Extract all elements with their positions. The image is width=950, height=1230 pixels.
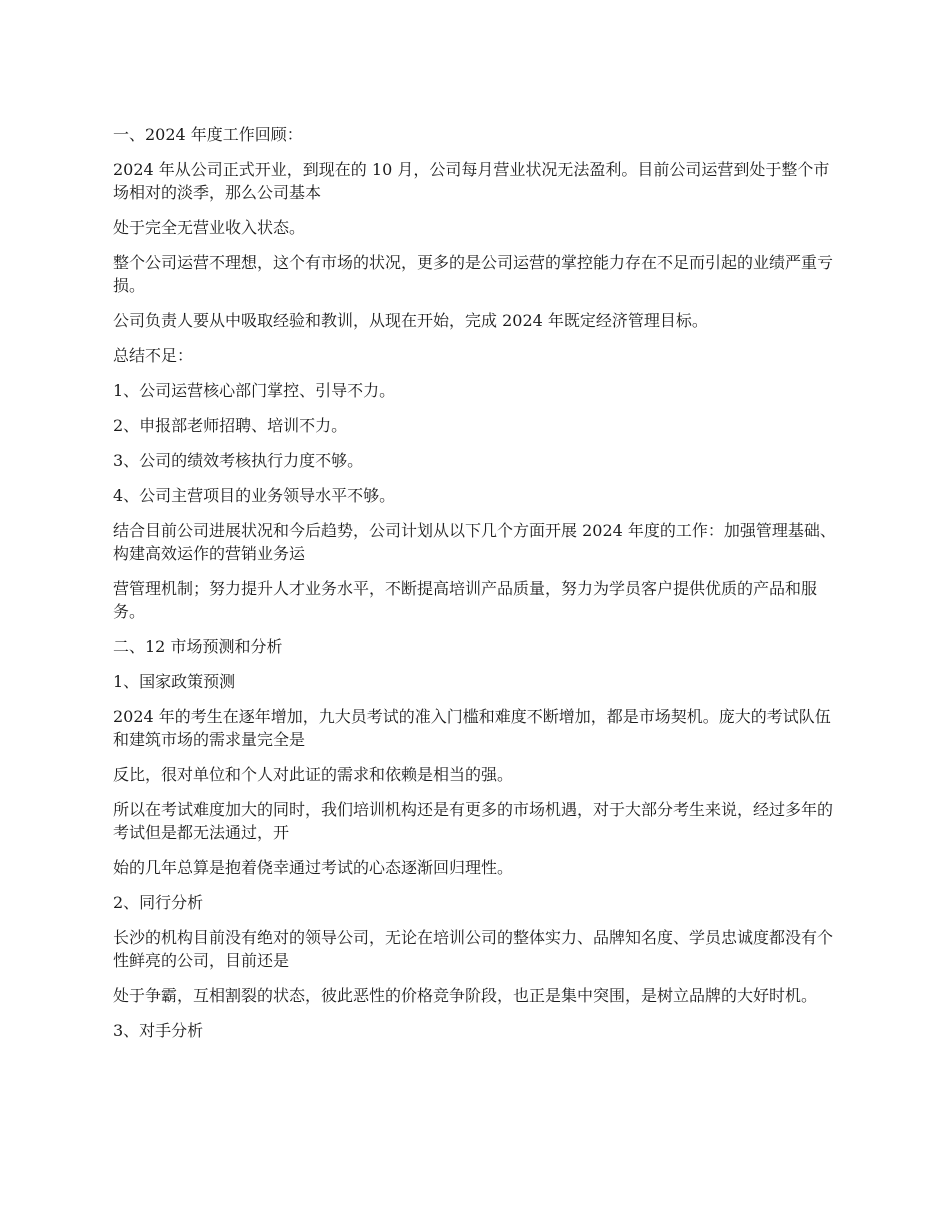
paragraph: 2024 年的考生在逐年增加，九大员考试的准入门槛和难度不断增加，都是市场契机。庞大的考试队伍和建筑市场的需求量完全是 xyxy=(113,707,831,749)
paragraph: 长沙的机构目前没有绝对的领导公司，无论在培训公司的整体实力、品牌知名度、学员忠诚度都没有个性鲜亮的公司，目前还是 xyxy=(113,928,834,970)
paragraph: 结合目前公司进展状况和今后趋势，公司计划从以下几个方面开展 2024 年度的工作：加强管理基础、构建高效运作的营销业务运 xyxy=(113,521,836,563)
subheading-competitors: 3、对手分析 xyxy=(113,1021,204,1040)
paragraph: 所以在考试难度加大的同时，我们培训机构还是有更多的市场机遇，对于大部分考生来说，经过多年的考试但是都无法通过，开 xyxy=(113,800,834,842)
subheading-policy: 1、国家政策预测 xyxy=(113,672,236,691)
subheading-shortcomings: 总结不足： xyxy=(113,346,194,365)
paragraph: 2024 年从公司正式开业，到现在的 10 月，公司每月营业状况无法盈利。目前公司运营到处于整个市场相对的淡季，那么公司基本 xyxy=(113,160,830,202)
list-item: 4、公司主营项目的业务领导水平不够。 xyxy=(113,486,396,505)
section-heading-market: 二、12 市场预测和分析 xyxy=(113,637,283,656)
paragraph: 公司负责人要从中吸取经验和教训，从现在开始，完成 2024 年既定经济管理目标。 xyxy=(113,311,708,330)
paragraph: 反比，很对单位和个人对此证的需求和依赖是相当的强。 xyxy=(113,765,514,784)
list-item: 3、公司的绩效考核执行力度不够。 xyxy=(113,451,364,470)
paragraph: 营管理机制；努力提升人才业务水平，不断提高培训产品质量，努力为学员客户提供优质的产品和服务。 xyxy=(113,579,818,621)
paragraph: 始的几年总算是抱着侥幸通过考试的心态逐渐回归理性。 xyxy=(113,858,514,877)
section-heading-review: 一、2024 年度工作回顾： xyxy=(113,125,303,144)
paragraph: 处于完全无营业收入状态。 xyxy=(113,218,306,237)
list-item: 1、公司运营核心部门掌控、引导不力。 xyxy=(113,381,396,400)
list-item: 2、申报部老师招聘、培训不力。 xyxy=(113,416,348,435)
subheading-peers: 2、同行分析 xyxy=(113,893,204,912)
paragraph: 整个公司运营不理想，这个有市场的状况，更多的是公司运营的掌控能力存在不足而引起的业绩严重亏损。 xyxy=(113,253,834,295)
document-body xyxy=(113,123,840,1054)
paragraph: 处于争霸，互相割裂的状态，彼此恶性的价格竞争阶段，也正是集中突围，是树立品牌的大好时机。 xyxy=(113,986,818,1005)
